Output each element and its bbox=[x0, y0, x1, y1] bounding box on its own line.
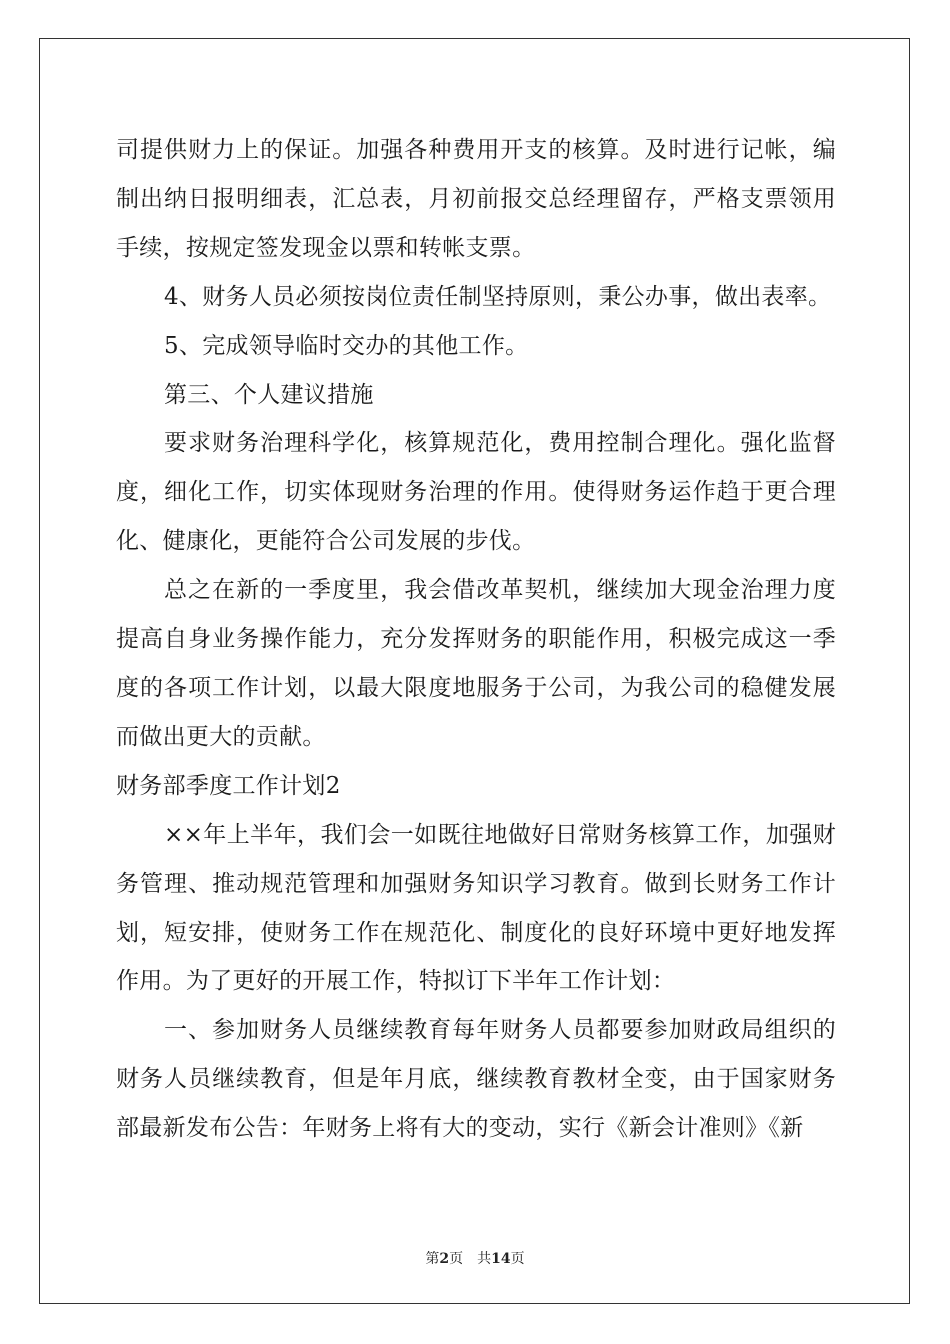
paragraph-continuation: 司提供财力上的保证。加强各种费用开支的核算。及时进行记帐，编制出纳日报明细表，汇总表，月初前报交总经理留存，严格支票领用手续，按规定签发现金以票和转帐支票。 bbox=[116, 137, 836, 261]
paragraph-summary: 总之在新的一季度里，我会借改革契机，继续加大现金治理力度提高自身业务操作能力，充分发挥财务的职能作用，积极完成这一季度的各项工作计划，以最大限度地服务于公司，为我公司的稳健发展而做出更大的贡献。 bbox=[116, 577, 836, 750]
paragraph-item-5: 5、完成领导临时交办的其他工作。 bbox=[164, 332, 529, 359]
document-body bbox=[116, 126, 836, 1153]
section-heading-third: 第三、个人建议措施 bbox=[164, 381, 374, 408]
document-title-plan-2: 财务部季度工作计划2 bbox=[116, 772, 341, 799]
paragraph-continuing-education: 一、参加财务人员继续教育每年财务人员都要参加财政局组织的财务人员继续教育，但是年月底，继续教育教材全变，由于国家财务部最新发布公告：年财务上将有大的变动，实行《新会计准则》《新 bbox=[116, 1017, 836, 1142]
paragraph-plan-intro: ××年上半年，我们会一如既往地做好日常财务核算工作，加强财务管理、推动规范管理和加强财务知识学习教育。做到长财务工作计划，短安排，使财务工作在规范化、制度化的良好环境中更好地发挥作用。为了更好的开展工作，特拟订下半年工作计划： bbox=[116, 821, 836, 995]
paragraph-item-4: 4、财务人员必须按岗位责任制坚持原则，秉公办事，做出表率。 bbox=[164, 283, 832, 310]
footer-page-prefix: 第 bbox=[425, 1251, 440, 1267]
paragraph-requirements: 要求财务治理科学化，核算规范化，费用控制合理化。强化监督度，细化工作，切实体现财务治理的作用。使得财务运作趋于更合理化、健康化，更能符合公司发展的步伐。 bbox=[116, 430, 836, 555]
page-footer bbox=[0, 1248, 950, 1268]
footer-page-total: 14 bbox=[491, 1251, 511, 1267]
footer-total-prefix: 共 bbox=[477, 1251, 492, 1267]
footer-total-unit: 页 bbox=[510, 1251, 525, 1267]
footer-page-current: 2 bbox=[439, 1251, 450, 1267]
footer-page-unit: 页 bbox=[449, 1251, 464, 1267]
